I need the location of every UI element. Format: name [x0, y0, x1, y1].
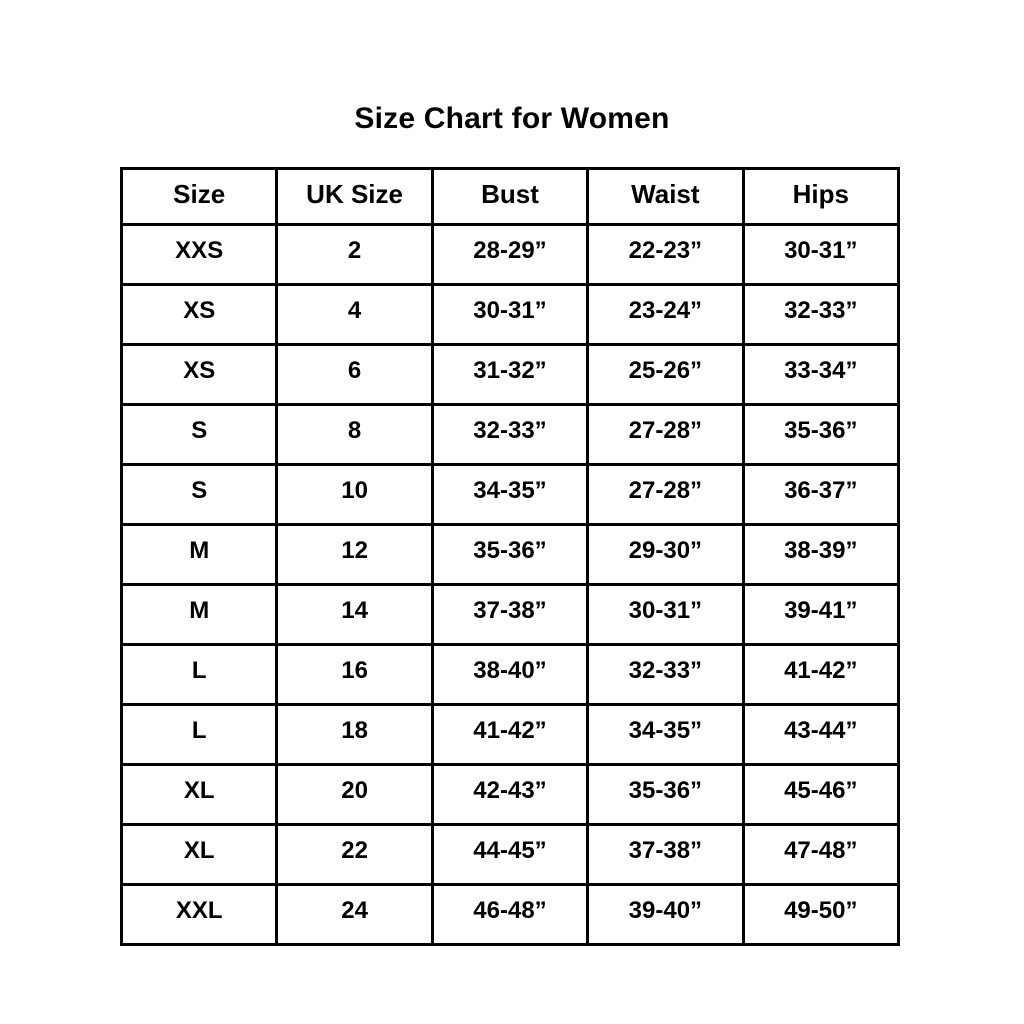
cell-waist: 27-28” — [588, 465, 743, 525]
cell-size: L — [122, 645, 277, 705]
cell-uk-size: 22 — [277, 825, 432, 885]
cell-hips: 45-46” — [743, 765, 898, 825]
cell-uk-size: 6 — [277, 345, 432, 405]
cell-size: L — [122, 705, 277, 765]
cell-size: XXL — [122, 885, 277, 945]
cell-bust: 28-29” — [432, 225, 587, 285]
cell-hips: 33-34” — [743, 345, 898, 405]
cell-waist: 30-31” — [588, 585, 743, 645]
cell-waist: 29-30” — [588, 525, 743, 585]
cell-waist: 35-36” — [588, 765, 743, 825]
cell-waist: 25-26” — [588, 345, 743, 405]
cell-bust: 44-45” — [432, 825, 587, 885]
cell-waist: 34-35” — [588, 705, 743, 765]
cell-size: S — [122, 405, 277, 465]
table-row — [122, 465, 899, 525]
cell-bust: 37-38” — [432, 585, 587, 645]
cell-hips: 32-33” — [743, 285, 898, 345]
cell-uk-size: 24 — [277, 885, 432, 945]
cell-hips: 47-48” — [743, 825, 898, 885]
table-row — [122, 525, 899, 585]
cell-bust: 35-36” — [432, 525, 587, 585]
cell-uk-size: 8 — [277, 405, 432, 465]
table-header — [122, 169, 899, 225]
cell-bust: 42-43” — [432, 765, 587, 825]
cell-hips: 49-50” — [743, 885, 898, 945]
cell-bust: 34-35” — [432, 465, 587, 525]
cell-hips: 30-31” — [743, 225, 898, 285]
cell-hips: 35-36” — [743, 405, 898, 465]
cell-bust: 41-42” — [432, 705, 587, 765]
cell-hips: 43-44” — [743, 705, 898, 765]
table-row — [122, 345, 899, 405]
column-header-hips: Hips — [743, 169, 898, 225]
cell-size: S — [122, 465, 277, 525]
cell-waist: 39-40” — [588, 885, 743, 945]
cell-uk-size: 18 — [277, 705, 432, 765]
cell-bust: 32-33” — [432, 405, 587, 465]
cell-bust: 30-31” — [432, 285, 587, 345]
cell-size: XS — [122, 345, 277, 405]
cell-hips: 38-39” — [743, 525, 898, 585]
cell-bust: 38-40” — [432, 645, 587, 705]
cell-size: M — [122, 585, 277, 645]
page-title: Size Chart for Women — [354, 102, 670, 135]
cell-waist: 32-33” — [588, 645, 743, 705]
table-row — [122, 225, 899, 285]
table-body — [122, 225, 899, 945]
size-chart-table — [120, 167, 900, 946]
table-row — [122, 645, 899, 705]
cell-waist: 22-23” — [588, 225, 743, 285]
cell-size: M — [122, 525, 277, 585]
cell-uk-size: 2 — [277, 225, 432, 285]
cell-uk-size: 12 — [277, 525, 432, 585]
cell-bust: 46-48” — [432, 885, 587, 945]
cell-hips: 41-42” — [743, 645, 898, 705]
table-row — [122, 885, 899, 945]
cell-uk-size: 10 — [277, 465, 432, 525]
table-row — [122, 705, 899, 765]
cell-uk-size: 20 — [277, 765, 432, 825]
column-header-waist: Waist — [588, 169, 743, 225]
cell-uk-size: 4 — [277, 285, 432, 345]
table-row — [122, 585, 899, 645]
table-row — [122, 405, 899, 465]
cell-uk-size: 14 — [277, 585, 432, 645]
table-row — [122, 285, 899, 345]
cell-bust: 31-32” — [432, 345, 587, 405]
cell-size: XL — [122, 825, 277, 885]
cell-waist: 23-24” — [588, 285, 743, 345]
header-row — [122, 169, 899, 225]
cell-waist: 27-28” — [588, 405, 743, 465]
size-chart-table-container — [120, 167, 900, 946]
cell-size: XL — [122, 765, 277, 825]
column-header-uk-size: UK Size — [277, 169, 432, 225]
cell-size: XS — [122, 285, 277, 345]
cell-uk-size: 16 — [277, 645, 432, 705]
column-header-bust: Bust — [432, 169, 587, 225]
cell-hips: 39-41” — [743, 585, 898, 645]
table-row — [122, 825, 899, 885]
cell-size: XXS — [122, 225, 277, 285]
column-header-size: Size — [122, 169, 277, 225]
table-row — [122, 765, 899, 825]
cell-waist: 37-38” — [588, 825, 743, 885]
cell-hips: 36-37” — [743, 465, 898, 525]
